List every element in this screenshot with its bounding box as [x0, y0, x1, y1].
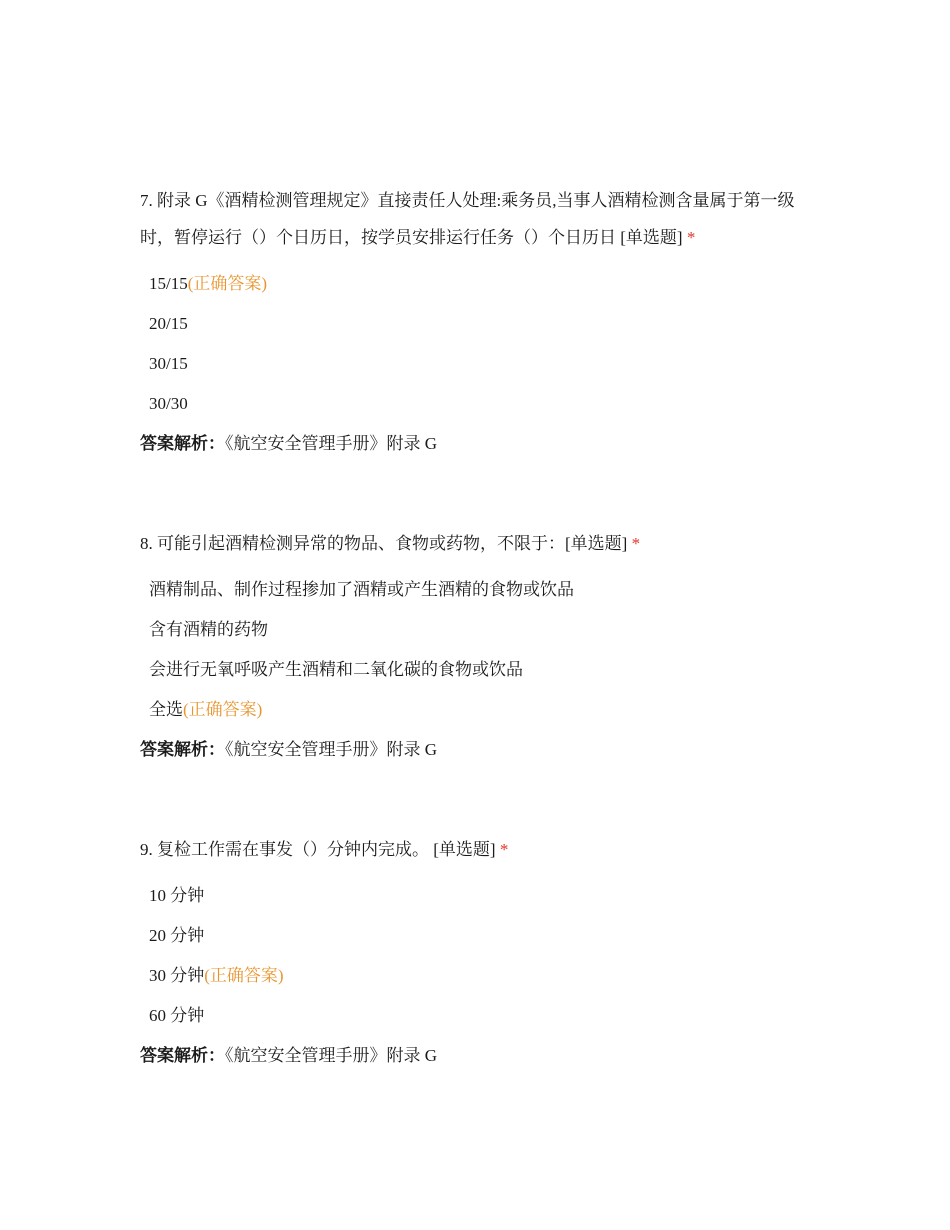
analysis-text: 《航空安全管理手册》附录 G: [225, 1046, 438, 1065]
question-7: [140, 182, 820, 464]
option-item[interactable]: [140, 610, 820, 650]
question-title-text: 8. 可能引起酒精检测异常的物品、食物或药物，不限于：[单选题]: [140, 534, 628, 553]
option-item[interactable]: [140, 650, 820, 690]
option-item[interactable]: [140, 916, 820, 956]
option-item[interactable]: [140, 956, 820, 996]
option-item[interactable]: [140, 344, 820, 384]
answer-analysis: [140, 730, 820, 770]
question-title-text: 9. 复检工作需在事发（）分钟内完成。 [单选题]: [140, 840, 496, 859]
option-item[interactable]: [140, 304, 820, 344]
correct-answer-tag: (正确答案): [204, 966, 284, 985]
option-text: 20 分钟: [149, 926, 205, 945]
required-mark: *: [686, 228, 696, 247]
option-text: 60 分钟: [149, 1006, 205, 1025]
analysis-label: 答案解析：: [140, 1046, 225, 1065]
option-list: [140, 570, 820, 730]
correct-answer-tag: (正确答案): [187, 274, 268, 293]
option-item[interactable]: [140, 264, 820, 304]
option-item[interactable]: [140, 876, 820, 916]
option-text: 酒精制品、制作过程掺加了酒精或产生酒精的食物或饮品: [149, 580, 574, 599]
option-list: [140, 876, 820, 1036]
option-text: 全选: [149, 700, 183, 719]
answer-analysis: [140, 1036, 820, 1076]
option-list: [140, 264, 820, 424]
option-item[interactable]: [140, 690, 820, 730]
analysis-label: 答案解析：: [140, 434, 225, 453]
option-item[interactable]: [140, 384, 820, 424]
correct-answer-tag: (正确答案): [183, 700, 263, 719]
question-8: [140, 525, 820, 770]
required-mark: *: [499, 840, 509, 859]
option-text: 30/15: [149, 354, 188, 373]
option-item[interactable]: [140, 570, 820, 610]
analysis-label: 答案解析：: [140, 740, 225, 759]
answer-analysis: [140, 424, 820, 464]
option-text: 30/30: [149, 394, 188, 413]
option-text: 15/15: [149, 274, 188, 293]
question-title-text: 7. 附录 G《酒精检测管理规定》直接责任人处理:乘务员,当事人酒精检测含量属于第一级时，暂停运行（）个日历日，按学员安排运行任务（）个日历日 [单选题]: [140, 191, 795, 247]
question-title: [140, 831, 820, 868]
question-title: [140, 525, 820, 562]
question-9: [140, 831, 820, 1076]
option-text: 会进行无氧呼吸产生酒精和二氧化碳的食物或饮品: [149, 660, 523, 679]
option-text: 含有酒精的药物: [149, 620, 268, 639]
analysis-text: 《航空安全管理手册》附录 G: [225, 434, 438, 453]
required-mark: *: [631, 534, 641, 553]
question-title: [140, 182, 820, 256]
option-item[interactable]: [140, 996, 820, 1036]
analysis-text: 《航空安全管理手册》附录 G: [225, 740, 438, 759]
option-text: 10 分钟: [149, 886, 205, 905]
option-text: 30 分钟: [149, 966, 205, 985]
option-text: 20/15: [149, 314, 188, 333]
